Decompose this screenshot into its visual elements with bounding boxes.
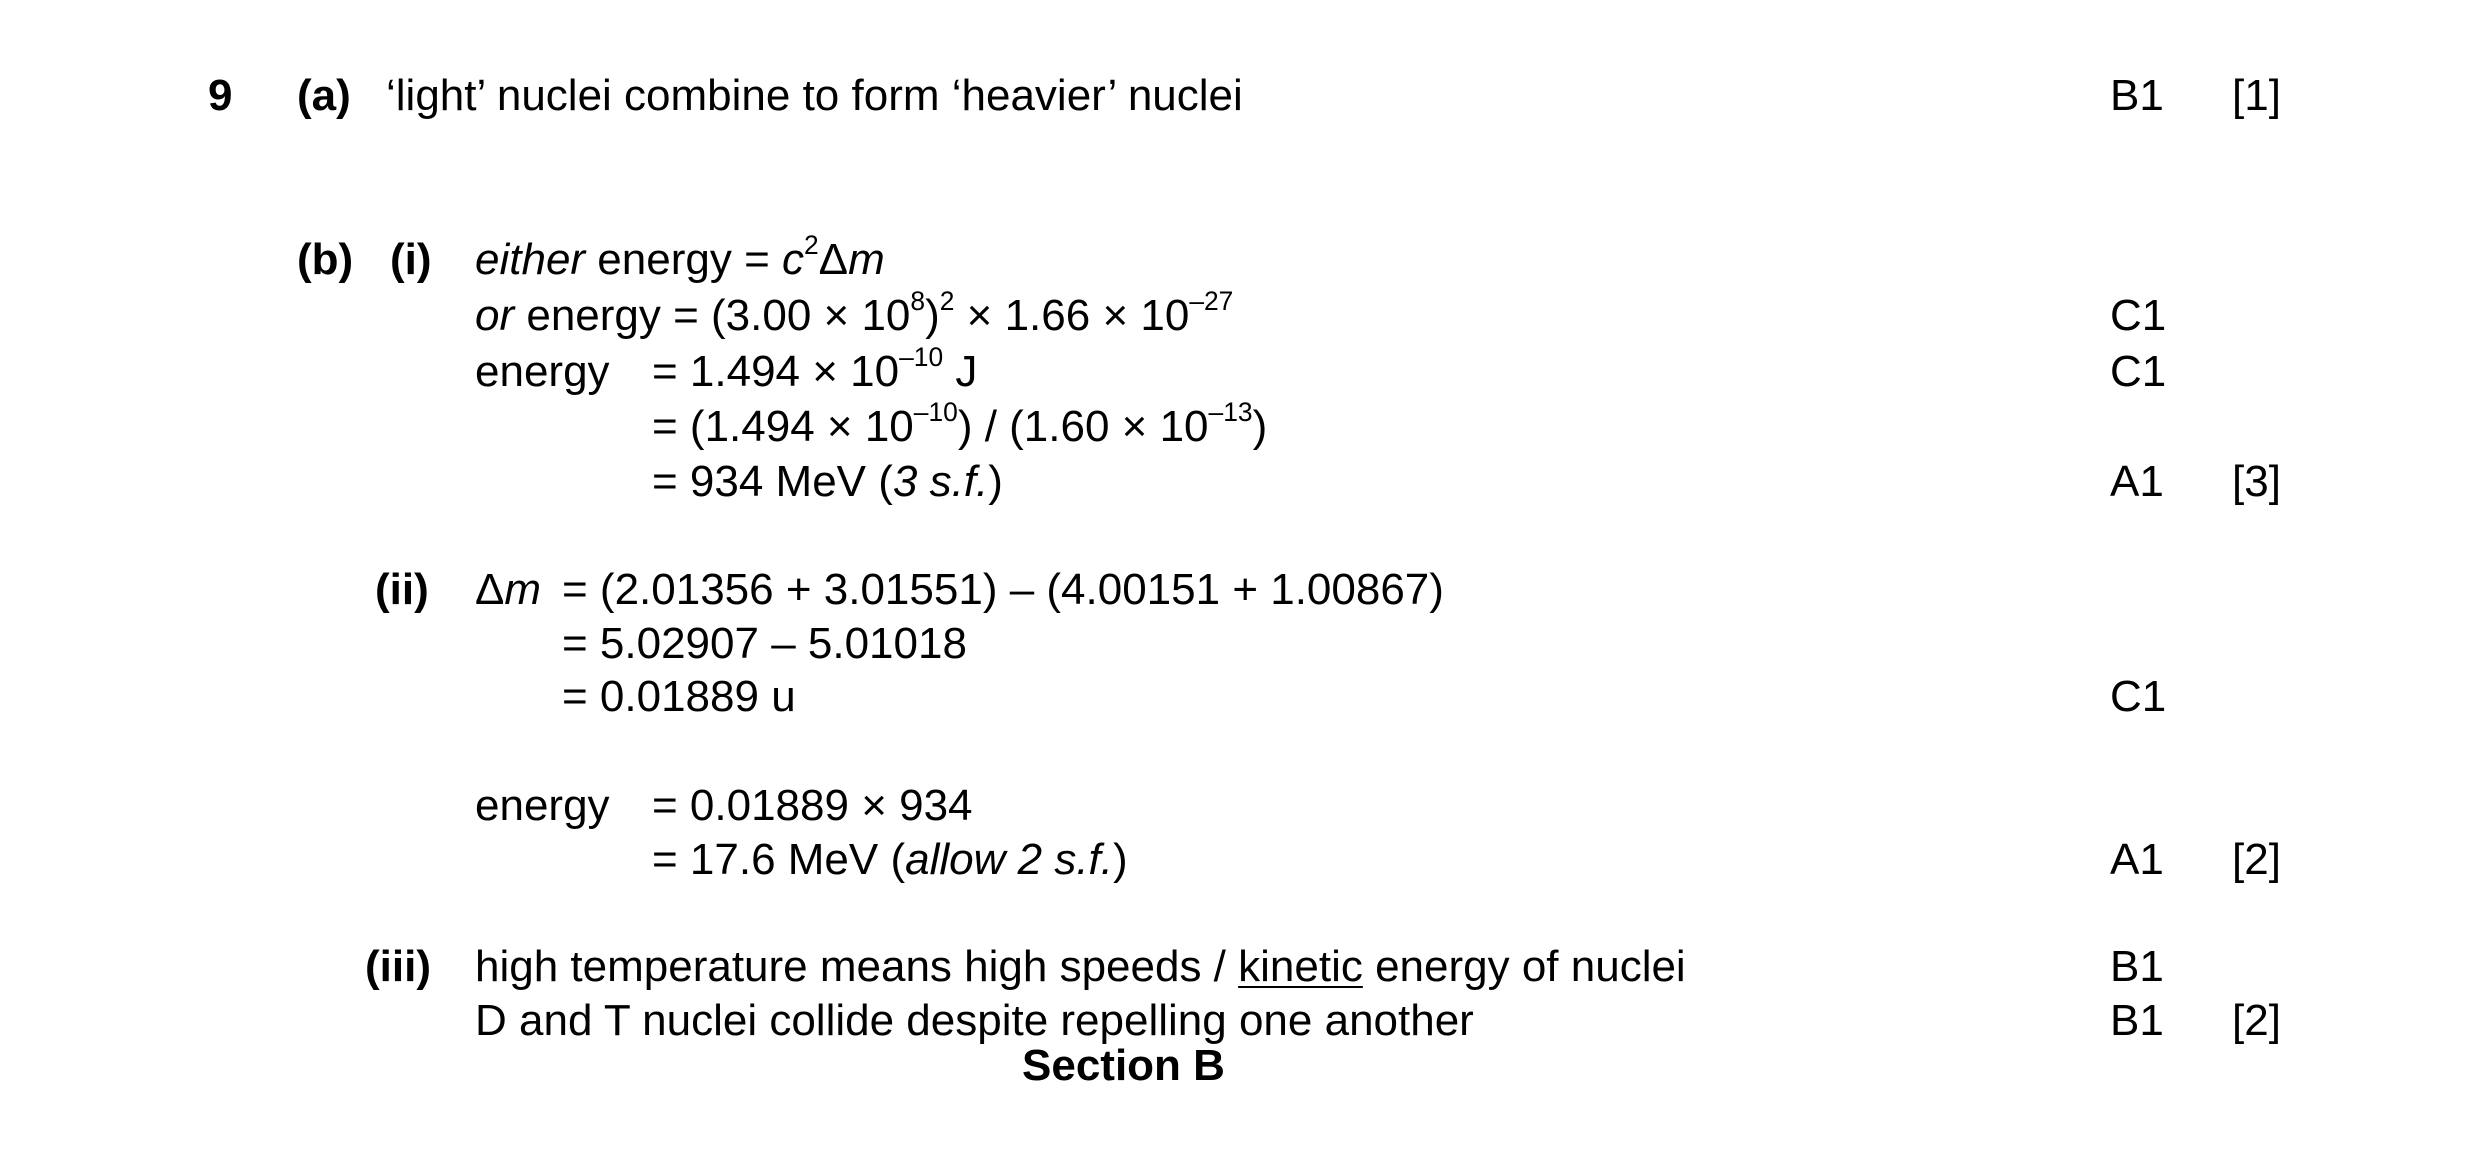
bii-energy-label: energy: [475, 781, 610, 830]
biii-l1-b: energy of nuclei: [1362, 942, 1686, 991]
bii-line-2: = 5.02907 – 5.01018: [562, 619, 967, 668]
part-bi-label: (i): [390, 235, 432, 284]
bi-l5-a: = 934 MeV (: [652, 457, 893, 506]
bii-line-3: = 0.01889 u: [562, 672, 796, 721]
bi-either: either: [475, 235, 586, 284]
bi-c: c: [781, 235, 804, 284]
bi-c-power: 2: [803, 230, 819, 261]
bi-l2-a: energy = (3.00 × 10: [514, 291, 911, 340]
biii-l2-mark: B1: [2110, 996, 2164, 1045]
bi-l4-a: = (1.494 × 10: [652, 402, 914, 451]
bi-l2-sup1: 8: [910, 286, 926, 317]
section-heading: Section B: [1022, 1041, 1225, 1090]
bi-line-4: [652, 397, 1268, 451]
biii-line-2: D and T nuclei collide despite repelling one another: [475, 996, 1474, 1045]
bi-l4-b: ) / (1.60 × 10: [957, 402, 1209, 451]
bii-delta: Δ: [475, 565, 505, 614]
bi-line-1: [475, 230, 885, 284]
bii-energy-1: = 0.01889 × 934: [652, 781, 973, 830]
bi-l5-mark: A1: [2110, 457, 2164, 506]
part-a-total: [1]: [2232, 71, 2281, 120]
part-a-label: (a): [297, 71, 351, 120]
bi-l4-sup1: –10: [913, 397, 958, 428]
bi-total: [3]: [2232, 457, 2281, 506]
bi-l2-sup3: –27: [1189, 286, 1234, 317]
part-a-mark: B1: [2110, 71, 2164, 120]
bi-l4-c: ): [1252, 402, 1268, 451]
bi-delta: Δ: [818, 235, 849, 284]
bii-m: m: [504, 565, 542, 614]
bi-m: m: [848, 235, 885, 284]
bi-line-2: [475, 286, 1234, 340]
bii-line-1: = (2.01356 + 3.01551) – (4.00151 + 1.00867): [562, 565, 1444, 614]
bi-l3-mark: C1: [2110, 347, 2167, 396]
bii-l3-mark: C1: [2110, 672, 2167, 721]
bii-energy-2: [652, 835, 1128, 884]
bi-energy-eq: energy =: [585, 235, 782, 284]
bi-l3-b: J: [943, 347, 978, 396]
part-biii-label: (iii): [365, 942, 431, 991]
bii-total: [2]: [2232, 835, 2281, 884]
bi-l2-b: ): [925, 291, 940, 340]
bii-e2-b: allow 2 s.f.: [905, 835, 1114, 884]
bi-l4-sup2: –13: [1208, 397, 1253, 428]
part-b-label: (b): [297, 235, 354, 284]
bii-e2-a: = 17.6 MeV (: [652, 835, 906, 884]
bi-l2-mark: C1: [2110, 291, 2167, 340]
bi-line-3: [652, 342, 978, 396]
bii-e2-c: ): [1113, 835, 1128, 884]
bi-l2-c: × 1.66 × 10: [954, 291, 1190, 340]
bi-line-5: [652, 457, 1003, 506]
bi-l3-label: energy: [475, 347, 610, 396]
bi-l5-c: ): [988, 457, 1003, 506]
biii-total: [2]: [2232, 996, 2281, 1045]
biii-kinetic: kinetic: [1238, 942, 1363, 991]
bi-l3-sup: –10: [899, 342, 944, 373]
biii-l1-a: high temperature means high speeds /: [475, 942, 1239, 991]
bii-e2-mark: A1: [2110, 835, 2164, 884]
bi-or: or: [475, 291, 515, 340]
bi-l2-sup2: 2: [939, 286, 955, 317]
bi-l3-a: = 1.494 × 10: [652, 347, 900, 396]
question-number: 9: [208, 71, 233, 120]
bi-l5-b: 3 s.f.: [892, 457, 989, 506]
part-a-answer: ‘light’ nuclei combine to form ‘heavier’ nuclei: [386, 71, 1243, 120]
biii-l1-mark: B1: [2110, 942, 2164, 991]
bii-dm: [475, 565, 542, 614]
part-bii-label: (ii): [375, 565, 429, 614]
biii-line-1: [475, 942, 1686, 991]
